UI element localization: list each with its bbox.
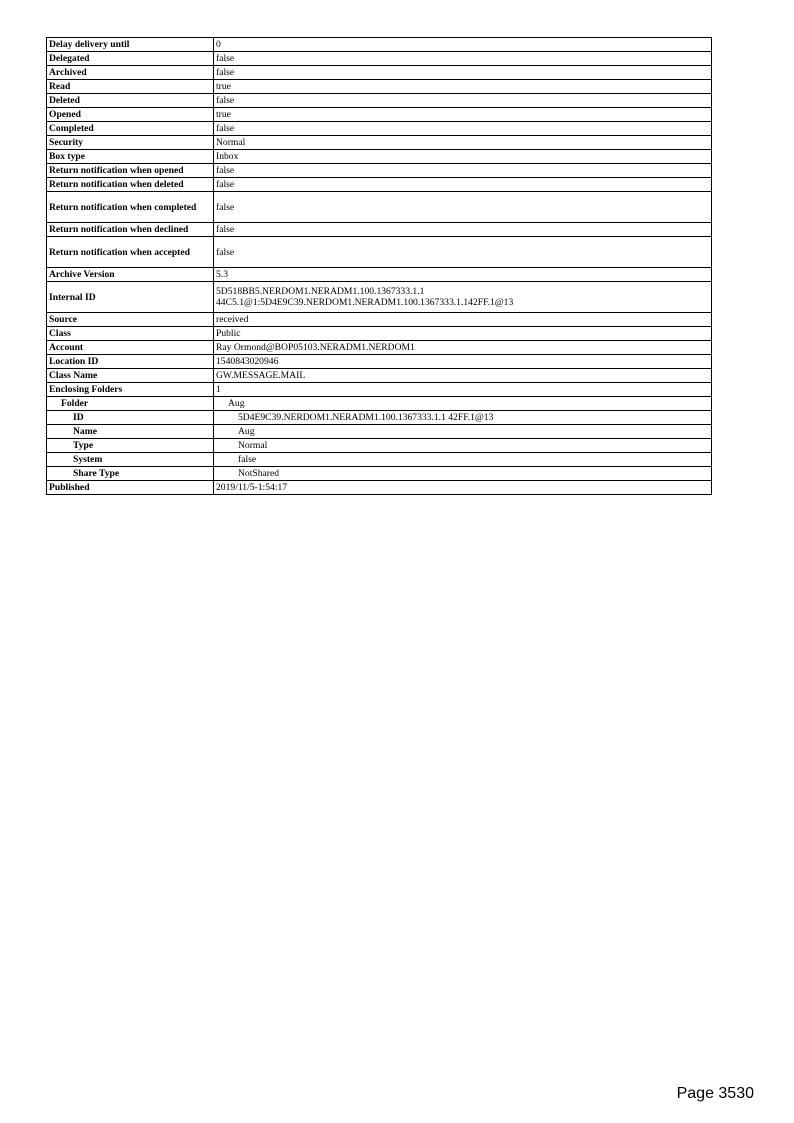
property-value: false (214, 223, 712, 237)
property-value: Public (214, 327, 712, 341)
table-row (47, 411, 712, 425)
property-value: false (214, 164, 712, 178)
table-row (47, 178, 712, 192)
property-key: Archived (47, 66, 214, 80)
property-key: Deleted (47, 94, 214, 108)
property-key: Account (47, 341, 214, 355)
table-row (47, 425, 712, 439)
property-key: System (47, 453, 214, 467)
property-key: Published (47, 481, 214, 495)
property-value: NotShared (214, 467, 712, 481)
property-value: 2019/11/5-1:54:17 (214, 481, 712, 495)
property-key: Archive Version (47, 268, 214, 282)
property-value: false (214, 94, 712, 108)
property-key: Share Type (47, 467, 214, 481)
property-value: Normal (214, 136, 712, 150)
property-key: Box type (47, 150, 214, 164)
property-value: Inbox (214, 150, 712, 164)
property-key: Source (47, 313, 214, 327)
property-value: 0 (214, 38, 712, 52)
property-key: Class (47, 327, 214, 341)
table-row (47, 122, 712, 136)
property-value: 1540843020946 (214, 355, 712, 369)
property-key: Opened (47, 108, 214, 122)
table-row (47, 327, 712, 341)
property-value: false (214, 122, 712, 136)
property-value: Normal (214, 439, 712, 453)
table-row (47, 467, 712, 481)
table-row (47, 108, 712, 122)
property-key: ID (47, 411, 214, 425)
property-key: Security (47, 136, 214, 150)
property-value: false (214, 192, 712, 223)
table-row (47, 94, 712, 108)
table-row (47, 80, 712, 94)
properties-table (46, 37, 712, 495)
property-key: Read (47, 80, 214, 94)
property-key: Internal ID (47, 282, 214, 313)
property-value: false (214, 52, 712, 66)
table-row (47, 164, 712, 178)
table-row (47, 355, 712, 369)
table-row (47, 439, 712, 453)
property-key: Location ID (47, 355, 214, 369)
table-row (47, 52, 712, 66)
property-value: Aug (214, 425, 712, 439)
property-key: Return notification when completed (47, 192, 214, 223)
property-value: received (214, 313, 712, 327)
property-key: Folder (47, 397, 214, 411)
property-key: Enclosing Folders (47, 383, 214, 397)
property-value: true (214, 80, 712, 94)
table-row (47, 38, 712, 52)
property-key: Return notification when accepted (47, 237, 214, 268)
table-row (47, 341, 712, 355)
property-value: 5D4E9C39.NERDOM1.NERADM1.100.1367333.1.1 42FF.1@13 (214, 411, 712, 425)
property-key: Delay delivery until (47, 38, 214, 52)
table-row (47, 383, 712, 397)
table-row (47, 150, 712, 164)
table-row (47, 192, 712, 223)
property-key: Type (47, 439, 214, 453)
property-key: Return notification when deleted (47, 178, 214, 192)
property-key: Return notification when opened (47, 164, 214, 178)
table-row (47, 282, 712, 313)
table-row (47, 397, 712, 411)
property-value: 1 (214, 383, 712, 397)
page-number: Page 3530 (676, 1085, 754, 1102)
table-row (47, 66, 712, 80)
property-value: 5D518BB5.NERDOM1.NERADM1.100.1367333.1.1 44C5.1@1:5D4E9C39.NERDOM1.NERADM1.100.1367333.1.142FF.1@13 (214, 282, 712, 313)
property-value: Aug (214, 397, 712, 411)
property-key: Name (47, 425, 214, 439)
property-key: Completed (47, 122, 214, 136)
table-row (47, 223, 712, 237)
property-key: Class Name (47, 369, 214, 383)
property-value: 5.3 (214, 268, 712, 282)
table-row (47, 268, 712, 282)
property-value: false (214, 178, 712, 192)
table-row (47, 369, 712, 383)
property-value: false (214, 453, 712, 467)
property-key: Delegated (47, 52, 214, 66)
property-value: true (214, 108, 712, 122)
table-row (47, 481, 712, 495)
property-key: Return notification when declined (47, 223, 214, 237)
table-row (47, 453, 712, 467)
table-row (47, 237, 712, 268)
table-row (47, 313, 712, 327)
property-value: false (214, 66, 712, 80)
table-row (47, 136, 712, 150)
property-value: false (214, 237, 712, 268)
property-value: GW.MESSAGE.MAIL (214, 369, 712, 383)
property-value: Ray Ormond@BOP05103.NERADM1.NERDOM1 (214, 341, 712, 355)
